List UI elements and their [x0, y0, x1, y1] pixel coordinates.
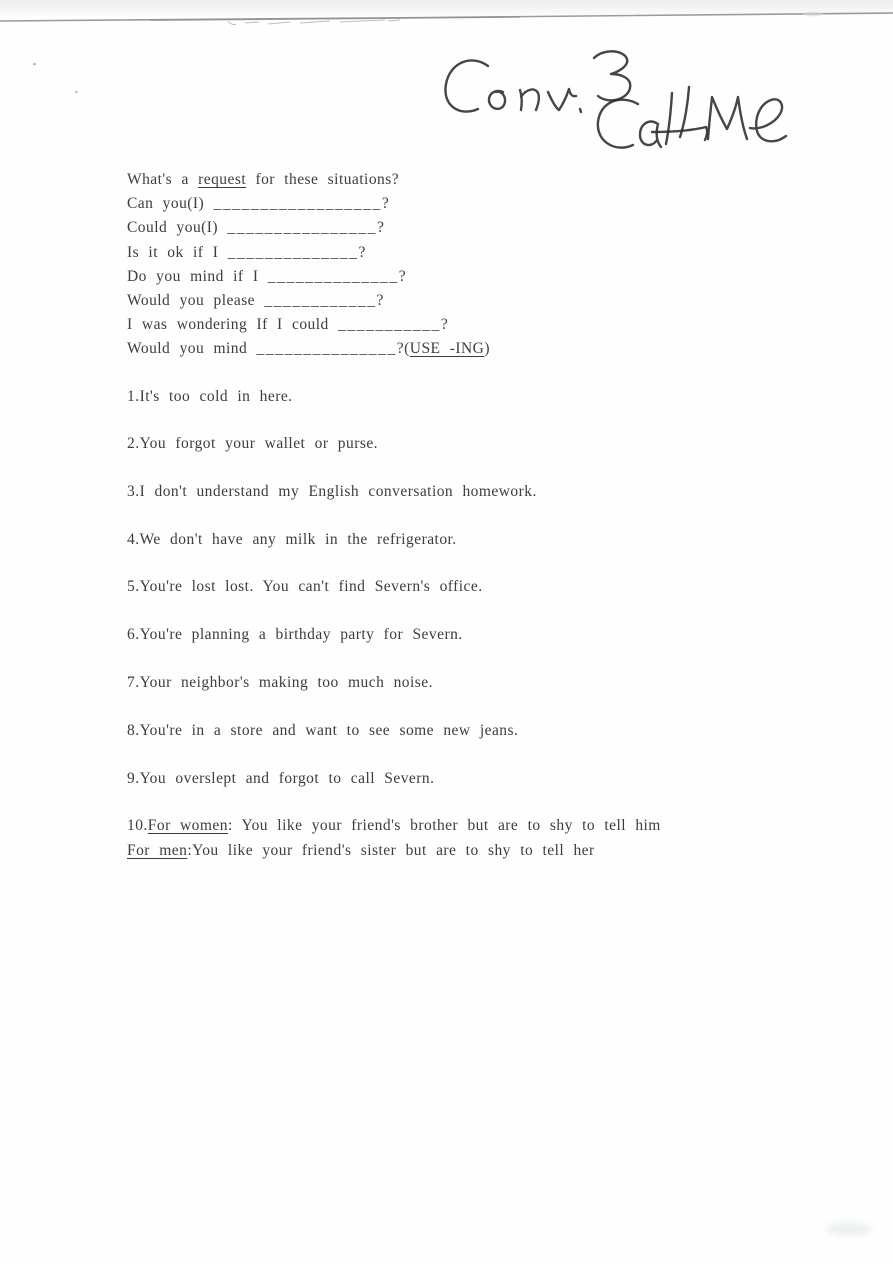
situation-item-9 [127, 766, 434, 791]
pattern-suffix-close: ) [484, 340, 490, 358]
fill-in-blank: ______________ [227, 243, 359, 261]
pattern-label: Could you(I) [127, 219, 228, 237]
pattern-line [127, 216, 687, 240]
situation-item-3 [127, 479, 537, 504]
item-number: 6. [127, 626, 140, 643]
item-text: You like your friend's sister but are to shy to tell her [192, 842, 595, 859]
pattern-label: Would you please [127, 291, 265, 309]
for-women-label: For women [147, 817, 228, 834]
situation-item-8 [127, 718, 518, 743]
item-text: You like your friend's brother but are to shy to tell him [241, 817, 661, 834]
item-number: 10. [127, 817, 148, 834]
item-text: Your neighbor's making too much noise. [139, 674, 433, 691]
item-number: 4. [127, 531, 140, 548]
pattern-suffix: ? [358, 243, 366, 261]
pattern-line [127, 241, 687, 265]
item-number: 2. [127, 435, 140, 452]
situation-item-10 [127, 813, 661, 863]
item-number: 5. [127, 578, 140, 595]
item-text: It's too cold in here. [139, 388, 293, 405]
intro-pre: What's a [127, 171, 199, 188]
scan-edge-artifact [0, 0, 893, 30]
situation-item-7 [127, 670, 433, 695]
scan-speck [33, 63, 36, 65]
item-number: 8. [127, 722, 140, 739]
use-ing-note: USE -ING [409, 340, 485, 358]
scan-speck [75, 91, 78, 93]
handwriting-stroke [598, 100, 638, 148]
pattern-line [127, 265, 687, 289]
handwriting-stroke [445, 60, 488, 111]
situation-item-1 [127, 384, 293, 409]
item-number: 1. [127, 388, 140, 405]
situation-item-2 [127, 431, 378, 456]
label-separator: : [227, 817, 242, 834]
for-men-label: For men [127, 842, 188, 859]
handwriting-stroke [520, 90, 539, 110]
fill-in-blank: _______________ [256, 340, 397, 358]
item-text: I don't understand my English conversation homework. [139, 483, 537, 500]
situation-item-6 [127, 622, 463, 647]
fill-in-blank: ___________ [338, 316, 441, 334]
item-number: 9. [127, 770, 140, 787]
item-number: 3. [127, 483, 140, 500]
scan-smudge [826, 1222, 872, 1236]
pattern-suffix: ? [398, 267, 407, 285]
item-text: You're planning a birthday party for Severn. [139, 626, 463, 643]
handwriting-stroke [594, 51, 630, 100]
pattern-label: Is it ok if I [127, 243, 228, 261]
intro-underlined-word: request [198, 171, 247, 188]
handwriting-stroke [580, 109, 581, 112]
pattern-suffix: ? [376, 291, 384, 309]
handwriting-stroke [489, 91, 505, 109]
handwriting-stroke [750, 99, 786, 141]
intro-post: for these situations? [246, 171, 400, 188]
pattern-line [127, 313, 687, 337]
handwriting-stroke [708, 97, 747, 139]
fill-in-blank: ____________ [264, 291, 377, 309]
handwriting-stroke [548, 89, 576, 110]
item-text: You're lost lost. You can't find Severn's office. [139, 578, 483, 595]
situation-item-4 [127, 527, 457, 552]
pattern-suffix: ?( [396, 340, 410, 358]
pattern-suffix: ? [381, 195, 390, 213]
pattern-label: Would you mind [127, 340, 257, 358]
fill-in-blank: __________________ [213, 195, 382, 213]
pattern-line [127, 192, 687, 216]
pattern-label: Can you(I) [127, 195, 214, 213]
pattern-line [127, 289, 687, 313]
label-separator: : [187, 842, 193, 859]
handwritten-title [428, 44, 803, 164]
pattern-suffix: ? [376, 219, 385, 237]
fill-in-blank: ________________ [227, 219, 377, 237]
pattern-suffix: ? [440, 316, 449, 334]
pattern-label: Do you mind if I [127, 267, 268, 285]
pattern-label: I was wondering If I could [127, 316, 339, 334]
item-text: We don't have any milk in the refrigerator. [139, 531, 457, 548]
request-patterns-section [127, 168, 687, 362]
item-text: You overslept and forgot to call Severn. [139, 770, 435, 787]
handwriting-stroke [640, 122, 661, 147]
fill-in-blank: ______________ [267, 267, 399, 285]
item-number: 7. [127, 674, 140, 691]
pattern-line [127, 337, 687, 361]
intro-line [127, 168, 687, 192]
item-text: You're in a store and want to see some new jeans. [139, 722, 519, 739]
item-text: You forgot your wallet or purse. [139, 435, 379, 452]
situation-item-5 [127, 574, 483, 599]
handwriting-stroke [666, 93, 672, 144]
